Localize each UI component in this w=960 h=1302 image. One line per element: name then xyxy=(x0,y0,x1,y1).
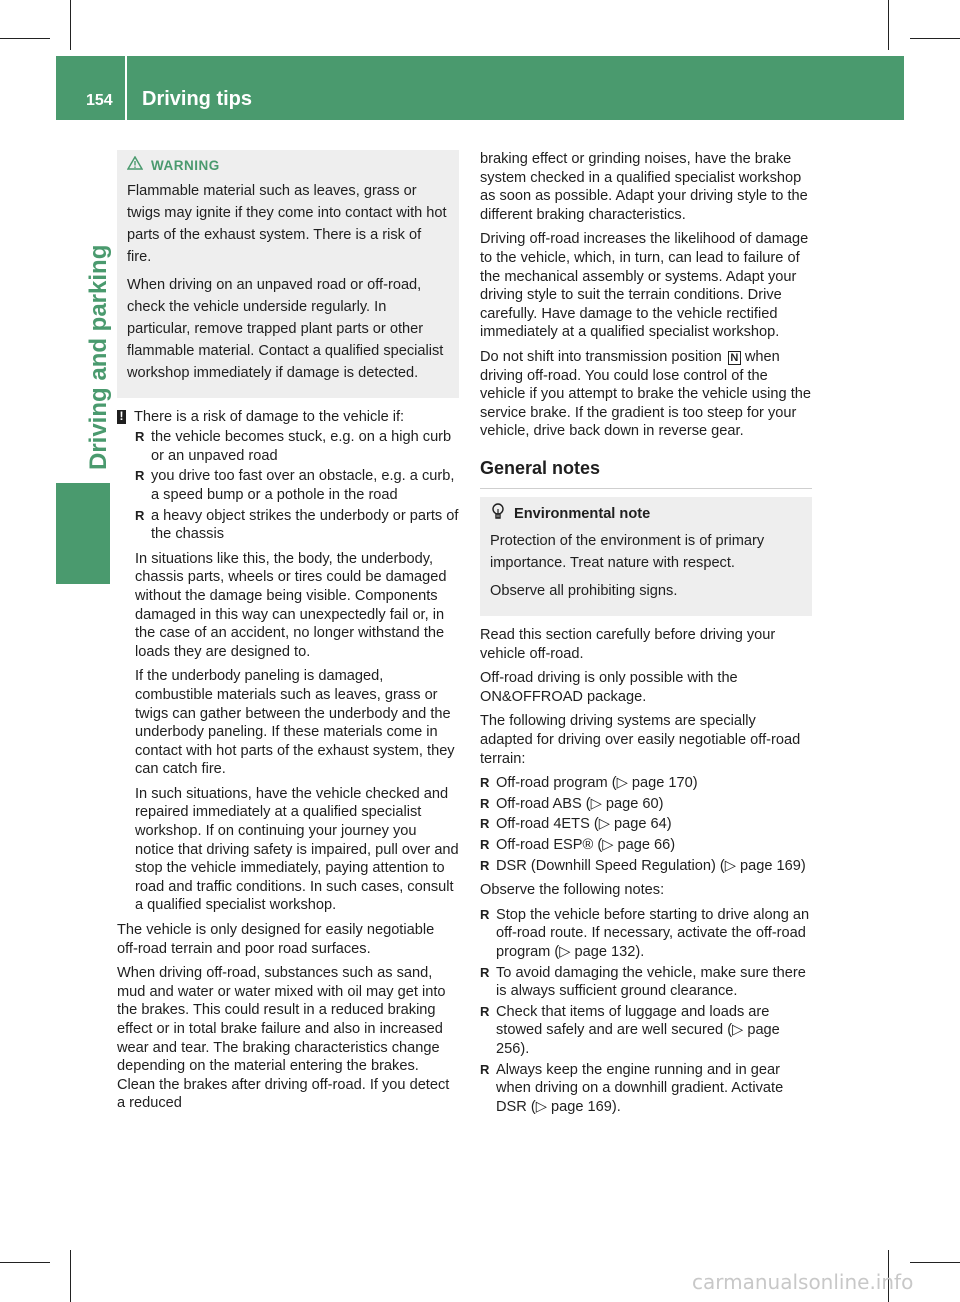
crop-mark xyxy=(910,38,960,39)
notice-text: If the underbody paneling is damaged, combustible materials such as leaves, grass or twigs can gather between the underbody and the underbody paneling. If these materials come in contact with hot parts of the exhaust system, they can catch fire. xyxy=(135,668,455,778)
list-item: R Check that items of luggage and loads are stowed safely and are well secured (▷ page 256). xyxy=(480,1003,812,1059)
list-item: R Stop the vehicle before starting to drive along an off-road route. If necessary, activate the off-road program (▷ page 132). xyxy=(480,906,812,962)
body-text: When driving off-road, substances such as sand, mud and water or water mixed with oil may get into the brakes. This could result in a reduced braking effect or in total brake failure and also in increased wear and tear. The braking characteristics change depending on the material entering the brakes. Clean the brakes after driving off-road. If you detect a reduced xyxy=(117,965,450,1112)
notice-text: In such situations, have the vehicle checked and repaired immediately at a qualified specialist workshop. If on continuing your journey you notice that driving safety is impaired, pull over and stop the vehicle immediately, paying attention to road and traffic conditions. In such cases, consult a qualified specialist workshop. xyxy=(135,785,459,914)
notes-list xyxy=(480,906,812,1117)
side-tab-label: Driving and parking xyxy=(85,244,112,470)
crop-mark xyxy=(888,0,889,50)
side-tab-block xyxy=(56,483,110,584)
crop-mark xyxy=(0,1262,50,1263)
body-text: The vehicle is only designed for easily negotiable off-road terrain and poor road surfaces. xyxy=(117,922,435,957)
body-text-part: Do not shift into transmission position xyxy=(480,348,722,365)
list-item: R Off-road 4ETS (▷ page 64) xyxy=(480,815,812,834)
environmental-note-text: Observe all prohibiting signs. xyxy=(490,583,678,600)
list-item: R you drive too fast over an obstacle, e.g. a curb, a speed bump or a pothole in the road xyxy=(135,467,459,504)
list-item: R Always keep the engine running and in gear when driving on a downhill gradient. Activate DSR (▷ page 169). xyxy=(480,1061,812,1117)
list-item: R Off-road program (▷ page 170) xyxy=(480,774,812,793)
body-text: Observe the following notes: xyxy=(480,882,665,899)
body-text-part: when driving off-road. You could lose control of the vehicle if you attempt to brake the vehicle using the service brake. If the gradient is too steep for your vehicle, drive back down in reverse gear. xyxy=(480,348,811,440)
body-text: Driving off-road increases the likelihood of damage to the vehicle, which, in turn, can lead to failure of the mechanical assembly or systems. Adapt your driving style to suit the terrain conditions. Drive carefully. Have damage to the vehicle rectified immediately at a qualified specialist workshop. xyxy=(480,231,809,341)
gear-n-symbol: N xyxy=(728,351,741,365)
environmental-note-box xyxy=(480,497,812,617)
list-item: R Off-road ABS (▷ page 60) xyxy=(480,795,812,814)
crop-mark xyxy=(0,38,50,39)
page-number: 154 xyxy=(86,92,113,109)
crop-mark xyxy=(70,0,71,50)
warning-text: When driving on an unpaved road or off-road, check the vehicle underside regularly. In particular, remove trapped plant parts or other flammable material. Contact a qualified specialist workshop immediately if damage is detected. xyxy=(127,276,444,381)
warning-triangle-icon xyxy=(127,156,143,176)
warning-title: WARNING xyxy=(151,157,220,173)
crop-mark xyxy=(910,1262,960,1263)
list-item: R DSR (Downhill Speed Regulation) (▷ page 169) xyxy=(480,857,812,876)
list-item: R Off-road ESP® (▷ page 66) xyxy=(480,836,812,855)
right-column xyxy=(480,150,812,1122)
list-item: R To avoid damaging the vehicle, make sure there is always sufficient ground clearance. xyxy=(480,964,812,1001)
body-text: Off-road driving is only possible with the ON&OFFROAD package. xyxy=(480,670,738,705)
list-item: R a heavy object strikes the underbody or parts of the chassis xyxy=(135,507,459,544)
notice-text: In situations like this, the body, the underbody, chassis parts, wheels or tires could be damaged without the damage being visible. Components damaged in this way can unexpectedly fail or, in the case of an accident, no longer withstand the loads they are designed to. xyxy=(135,550,447,660)
warning-text: Flammable material such as leaves, grass or twigs may ignite if they come into contact with hot parts of the exhaust system. There is a risk of fire. xyxy=(127,182,447,265)
body-text xyxy=(480,348,812,441)
body-text: Read this section carefully before driving your vehicle off-road. xyxy=(480,627,776,662)
warning-box xyxy=(117,150,459,398)
environment-bulb-icon xyxy=(490,503,506,527)
section-heading: General notes xyxy=(480,459,812,489)
notice xyxy=(117,408,459,427)
notice-intro: There is a risk of damage to the vehicle if: xyxy=(134,408,405,425)
left-column xyxy=(117,150,459,1119)
watermark: carmanualsonline.info xyxy=(692,1270,914,1294)
body-text: The following driving systems are specially adapted for driving over easily negotiable off-road terrain: xyxy=(480,713,801,767)
environmental-note-title: Environmental note xyxy=(514,506,651,522)
environmental-note-text: Protection of the environment is of primary importance. Treat nature with respect. xyxy=(490,533,765,572)
list-item: R the vehicle becomes stuck, e.g. on a high curb or an unpaved road xyxy=(135,428,459,465)
notice-icon: ! xyxy=(117,410,126,424)
crop-mark xyxy=(70,1250,71,1302)
page-title: Driving tips xyxy=(142,88,253,110)
body-text: braking effect or grinding noises, have the brake system checked in a qualified specialist workshop as soon as possible. Adapt your driving style to the different braking characteristics. xyxy=(480,151,808,223)
damage-list xyxy=(135,428,459,544)
driving-systems-list xyxy=(480,774,812,875)
header-divider xyxy=(125,56,127,120)
